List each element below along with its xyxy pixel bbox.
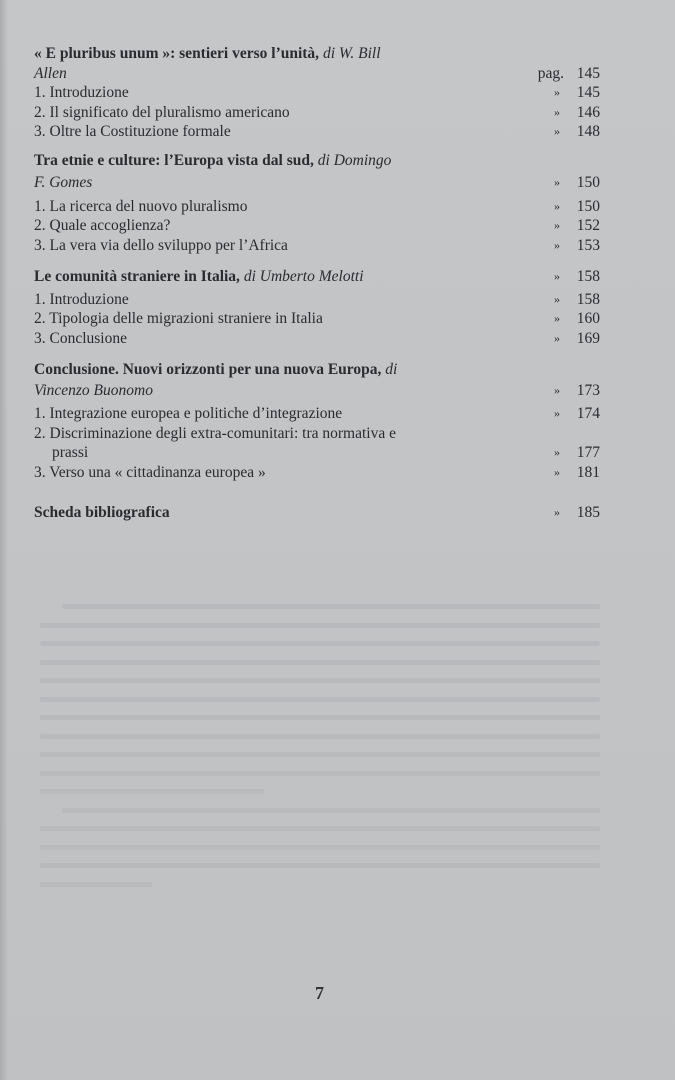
ditto-marker: »	[554, 330, 560, 345]
author-prefix: di	[317, 151, 330, 169]
toc-section-heading[interactable]	[34, 151, 600, 171]
toc-item[interactable]	[34, 197, 600, 217]
item-number: 1.	[34, 290, 46, 308]
item-number: 2.	[34, 103, 46, 121]
author-name: Vincenzo Buonomo	[34, 381, 153, 399]
bibliography-title: Scheda bibliografica	[34, 504, 170, 521]
ditto-marker: »	[554, 124, 560, 138]
page-number: 152	[576, 217, 600, 234]
ditto-marker: »	[554, 269, 560, 283]
page-number: 158	[576, 268, 600, 285]
toc-item[interactable]	[34, 424, 600, 444]
item-title: Quale accoglienza?	[49, 217, 171, 234]
author-name: Allen	[34, 64, 67, 82]
ditto-marker: »	[554, 445, 560, 459]
author-name: F. Gomes	[34, 174, 93, 191]
author-prefix: di	[243, 268, 256, 285]
toc-section-heading[interactable]	[34, 360, 600, 380]
toc-item[interactable]	[34, 463, 600, 483]
page-folio: 7	[315, 983, 324, 1003]
item-number: 2.	[34, 217, 46, 234]
item-title: La ricerca del nuovo pluralismo	[49, 197, 248, 215]
page-number: 185	[576, 504, 600, 521]
ditto-marker: »	[554, 406, 560, 420]
table-of-contents	[34, 45, 600, 523]
page-number: 150	[576, 197, 600, 215]
item-number: 3.	[34, 463, 46, 481]
item-number: 2.	[34, 424, 46, 442]
ditto-marker: »	[554, 237, 560, 252]
toc-section-heading[interactable]	[34, 267, 600, 287]
section-title: Le comunità straniere in Italia,	[34, 268, 240, 285]
ditto-marker: »	[554, 104, 560, 119]
page-edge	[0, 0, 8, 1080]
section-title: Conclusione. Nuovi orizzonti per una nuova Europa,	[34, 361, 382, 378]
ditto-marker: »	[554, 464, 560, 479]
author-name: W. Bill	[338, 45, 381, 62]
toc-item[interactable]	[34, 122, 600, 142]
item-title: Il significato del pluralismo americano	[49, 103, 290, 121]
toc-section-heading-cont[interactable]	[34, 381, 600, 401]
page-number: 177	[576, 444, 600, 461]
toc-item-cont[interactable]	[34, 443, 600, 463]
author-name: Umberto Melotti	[259, 268, 364, 285]
item-title: Introduzione	[49, 290, 129, 308]
page-number: 145	[576, 84, 600, 101]
item-number: 3.	[34, 123, 46, 140]
ditto-marker: »	[554, 218, 560, 232]
item-title: Verso una « cittadinanza europea »	[49, 463, 266, 481]
page-number: 160	[576, 310, 600, 327]
item-number: 3.	[34, 236, 46, 254]
toc-item[interactable]	[34, 329, 600, 349]
toc-section-heading-cont[interactable]	[34, 64, 600, 84]
ditto-marker: »	[554, 311, 560, 325]
page-number: 169	[576, 329, 600, 347]
page-number: 153	[576, 236, 600, 254]
toc-item[interactable]	[34, 404, 600, 424]
item-title: Tipologia delle migrazioni straniere in Italia	[49, 310, 323, 327]
page-number: 145	[576, 64, 600, 82]
toc-item[interactable]	[34, 83, 600, 103]
item-title: Introduzione	[49, 84, 129, 101]
item-title: Oltre la Costituzione formale	[49, 123, 231, 140]
ditto-marker: »	[554, 198, 560, 213]
toc-item[interactable]	[34, 216, 600, 236]
item-number: 1.	[34, 197, 46, 215]
ditto-marker: »	[554, 291, 560, 306]
item-title: Discriminazione degli extra-comunitari: tra normativa e	[49, 424, 396, 442]
toc-item[interactable]	[34, 290, 600, 310]
author-name: Domingo	[333, 151, 392, 169]
ditto-marker: »	[554, 382, 560, 397]
author-prefix: di	[385, 361, 398, 378]
page-number: 148	[576, 123, 600, 140]
toc-section-heading-cont[interactable]	[34, 173, 600, 193]
item-number: 1.	[34, 405, 46, 422]
page-number: 158	[576, 290, 600, 308]
item-number: 3.	[34, 329, 46, 347]
page-label: pag.	[537, 64, 564, 82]
ditto-marker: »	[554, 505, 560, 519]
item-title: prassi	[52, 444, 89, 461]
toc-section-heading[interactable]	[34, 44, 600, 64]
show-through-texture	[40, 595, 600, 975]
page-number: 174	[576, 405, 600, 422]
item-title: La vera via dello sviluppo per l’Africa	[49, 236, 288, 254]
page-number: 181	[576, 463, 600, 481]
item-number: 2.	[34, 310, 46, 327]
item-number: 1.	[34, 84, 46, 101]
section-title: « E pluribus unum »: sentieri verso l’unità,	[34, 45, 320, 62]
ditto-marker: »	[554, 85, 560, 99]
item-title: Conclusione	[49, 329, 127, 347]
item-title: Integrazione europea e politiche d’integrazione	[49, 405, 343, 422]
toc-bibliography[interactable]	[34, 503, 600, 523]
ditto-marker: »	[554, 175, 560, 189]
section-title: Tra etnie e culture: l’Europa vista dal sud,	[34, 151, 314, 169]
toc-item[interactable]	[34, 309, 600, 329]
toc-item[interactable]	[34, 236, 600, 256]
page-number: 146	[576, 103, 600, 121]
toc-item[interactable]	[34, 103, 600, 123]
author-prefix: di	[322, 45, 335, 62]
page-number: 150	[576, 174, 600, 191]
page-number: 173	[576, 381, 600, 399]
